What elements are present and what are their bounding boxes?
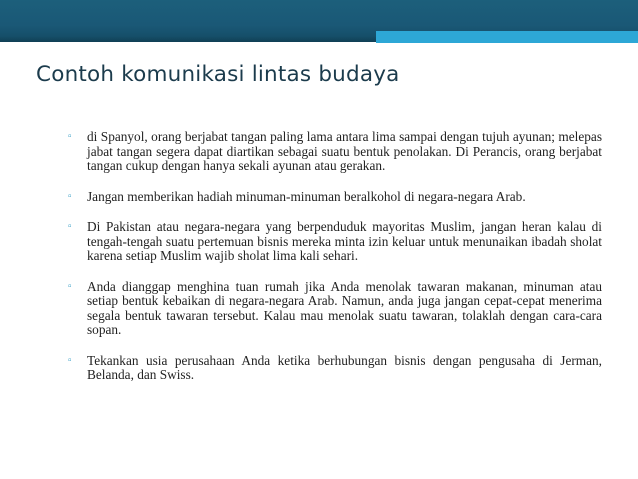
bullet-text: Di Pakistan atau negara-negara yang berpenduduk mayoritas Muslim, jangan heran kalau di tengah-tengah suatu pertemuan bisnis mereka minta izin keluar untuk menunaikan ibadah sholat karena setiap Muslim wajib sholat lima kali sehari.: [87, 219, 602, 263]
bullet-marker-icon: ▫: [68, 280, 72, 292]
bullet-text: Jangan memberikan hadiah minuman-minuman beralkohol di negara-negara Arab.: [87, 188, 526, 204]
bullet-item-company-age: [66, 354, 602, 383]
bullet-item-pakistan-prayer: [66, 220, 602, 264]
bullet-item-spain-france: [66, 130, 602, 174]
bullet-item-alcohol-gift: [66, 190, 602, 205]
bullet-text: Anda dianggap menghina tuan rumah jika Anda menolak tawaran makanan, minuman atau setiap bentuk kebaikan di negara-negara Arab. Namun, anda juga jangan cepat-cepat menerima segala bentuk tawaran tersebut. Kalau mau menolak suatu tawaran, tolaklah dengan cara-cara sopan.: [87, 278, 602, 337]
bullet-item-arab-hospitality: [66, 280, 602, 338]
bullet-list: [66, 130, 602, 383]
bullet-marker-icon: ▫: [68, 354, 72, 366]
bullet-marker-icon: ▫: [68, 221, 72, 232]
header-accent-bar: [376, 31, 638, 43]
bullet-marker-icon: ▫: [68, 190, 72, 202]
slide-title: Contoh komunikasi lintas budaya: [36, 62, 400, 87]
bullet-marker-icon: ▫: [68, 131, 72, 142]
bullet-text: Tekankan usia perusahaan Anda ketika berhubungan bisnis dengan pengusaha di Jerman, Belanda, dan Swiss.: [87, 352, 602, 382]
bullet-text: di Spanyol, orang berjabat tangan paling lama antara lima sampai dengan tujuh ayunan; melepas jabat tangan segera dapat diartikan sebagai suatu bentuk penolakan. Di Perancis, orang berjabat tangan cukup dengan hanya sekali ayunan atau gerakan.: [87, 129, 602, 173]
